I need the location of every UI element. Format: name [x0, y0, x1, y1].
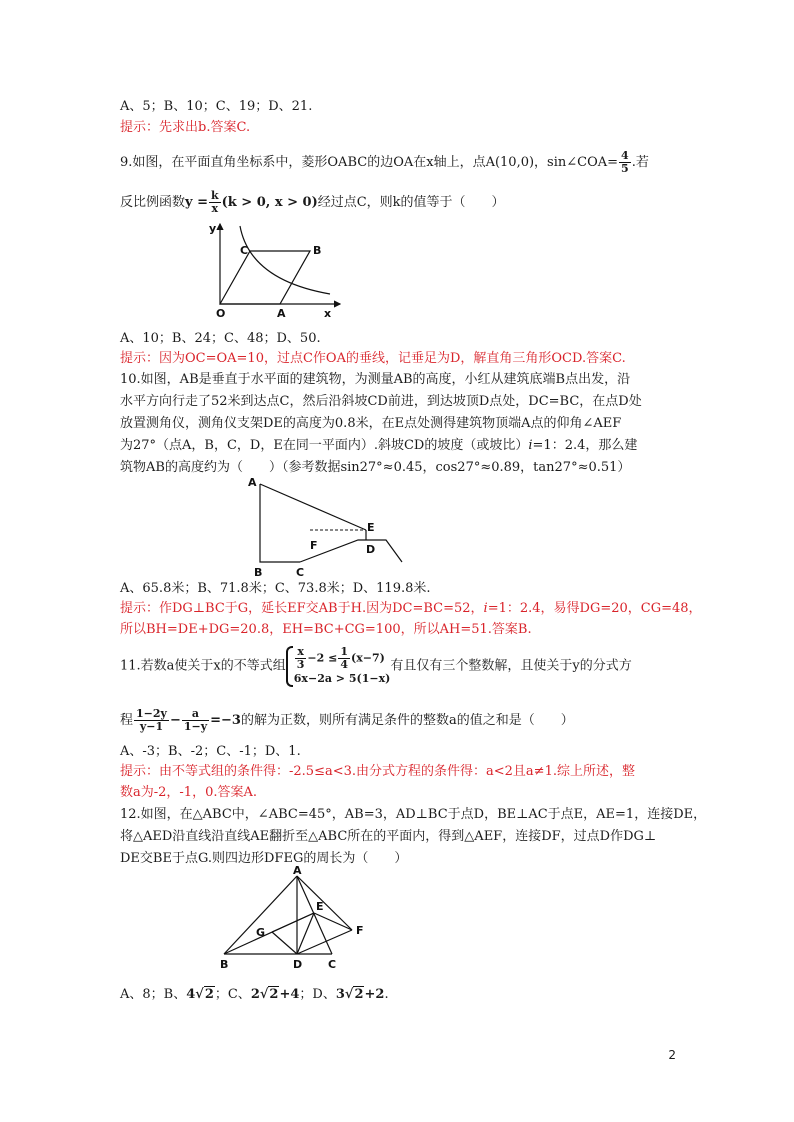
label-e: E: [367, 521, 375, 534]
prev-hint: 提示：先求出b.答案C.: [120, 120, 251, 135]
q12-line3: DE交BE于点G.则四边形DFEG的周长为（ ）: [120, 851, 408, 866]
q10-line3: 放置测角仪，测角仪支架DE的高度为0.8米，在E点处测得建筑物顶端A点的仰角∠AEF: [120, 416, 622, 431]
label-g: G: [256, 926, 266, 939]
q10-line5: 筑物AB的高度约为（ ）（参考数据sin27°≈0.45，cos27°≈0.89，tan27°≈0.51）: [120, 460, 631, 475]
q9-hint: 提示：因为OC=OA=10，过点C作OA的垂线，记垂足为D，解直角三角形OCD.答案C.: [120, 351, 626, 366]
q9-line2: 反比例函数y = $\frac{k}{x}$ (k > 0, x > 0)经过点C，则k的值等于（ ）: [120, 189, 505, 215]
label-b: B: [313, 244, 322, 257]
option-d-value: 3√2+2: [335, 987, 385, 1002]
q11-line1: 11.若数a使关于x的不等式组 $\frac{x}{3}$ −2 ≤ $\frac{1}{4}$ (x−7) 6x−2a > 5(1−x) 有且仅有三个整数解，且使关于y的分式方: [120, 645, 632, 685]
function-lhs: y =: [185, 195, 208, 210]
label-f: F: [356, 924, 364, 937]
label-x: x: [324, 307, 332, 320]
hyperbola-curve: [240, 226, 330, 294]
inequality-system: $\frac{x}{3}$ −2 ≤ $\frac{1}{4}$ (x−7) 6x−2a > 5(1−x): [286, 646, 391, 687]
label-f: F: [310, 539, 318, 552]
q12-line1: 12.如图，在△ABC中，∠ABC=45°，AB=3，AD⊥BC于点D，BE⊥AC于点E，AE=1，连接DE，: [120, 807, 707, 822]
label-c: C: [328, 958, 337, 971]
q10-figure: [240, 474, 420, 582]
q12-line2: 将△AED沿直线沿直线AE翻折至△ABC所在的平面内，得到△AEF，连接DF，过点D作DG⊥: [120, 829, 657, 844]
label-e: E: [316, 900, 324, 913]
rhombus-oabc: [220, 251, 310, 304]
function-condition: (k > 0, x > 0): [221, 195, 318, 210]
label-b: B: [254, 566, 263, 579]
q11-line2: 程 $\frac{1-2y}{y-1}$ − $\frac{a}{1-y}$ =−3的解为正数，则所有满足条件的整数a的值之和是（ ）: [120, 707, 574, 733]
label-y: y: [209, 222, 217, 235]
label-a: A: [277, 307, 286, 320]
q10-hint-line1: 提示：作DG⊥BC于G，延长EF交AB于H.因为DC=BC=52，i=1：2.4，易得DG=20，CG=48，: [120, 601, 702, 616]
q12-figure: [212, 866, 382, 974]
q11-hint-line1: 提示：由不等式组的条件得：-2.5≤a<3.由分式方程的条件得：a<2且a≠1.综上所述，整: [120, 764, 635, 779]
prev-options: A、5；B、10；C、19；D、21.: [120, 99, 313, 114]
q9-line1: 9.如图，在平面直角坐标系中，菱形OABC的边OA在x轴上，点A(10,0)，sin∠COA= $\frac{4}{5}$ .若: [120, 149, 649, 175]
q10-options: A、65.8米；B、71.8米；C、73.8米；D、119.8米.: [120, 581, 431, 596]
label-a: A: [248, 476, 257, 489]
label-c: C: [240, 244, 249, 257]
label-d: D: [366, 543, 376, 556]
label-c: C: [296, 566, 305, 579]
sight-line-ae: [260, 484, 366, 530]
q10-line4: 为27°（点A，B，C，D，E在同一平面内）.斜坡CD的坡度（或坡比）i=1：2.4，那么建: [120, 438, 638, 453]
q12-options: A、8；B、4√2；C、2√2+4；D、3√2+2.: [120, 987, 389, 1002]
function-fraction: $\frac{k}{x}$: [211, 189, 219, 215]
q10-line2: 水平方向行走了52米到达点C，然后沿斜坡CD前进，到达坡顶D点处，DC=BC，在点D处: [120, 394, 642, 409]
q11-hint-line2: 数a为-2，-1，0.答案A.: [120, 785, 258, 800]
q9-figure: [200, 218, 350, 323]
option-c-value: 2√2+4: [250, 987, 300, 1002]
building-ab-and-ground: [260, 484, 300, 562]
label-o: O: [216, 307, 226, 320]
label-a: A: [293, 866, 302, 877]
q10-line1: 10.如图，AB是垂直于水平面的建筑物，为测量AB的高度，小红从建筑底端B点出发，沿: [120, 372, 631, 387]
q10-hint-line2: 所以BH=DE+DG=20.8，EH=BC+CG=100，所以AH=51.答案B.: [120, 622, 532, 637]
q9-options: A、10；B、24；C、48；D、50.: [120, 331, 321, 346]
page-number: 2: [668, 1048, 676, 1062]
sin-fraction: $\frac{4}{5}$: [621, 149, 629, 175]
label-d: D: [293, 958, 303, 971]
q11-options: A、-3；B、-2；C、-1；D、1.: [120, 744, 301, 759]
label-b: B: [220, 958, 229, 971]
option-b-value: 4√2: [186, 987, 214, 1002]
